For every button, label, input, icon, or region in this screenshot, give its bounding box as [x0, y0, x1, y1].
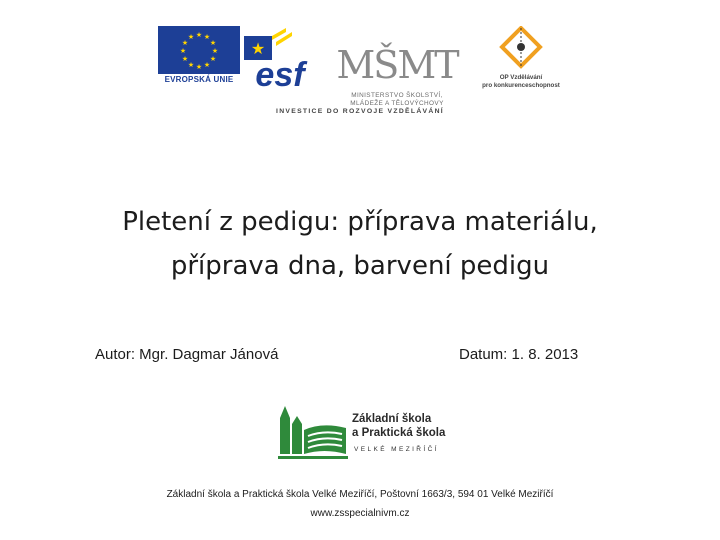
eu-flag — [158, 26, 240, 74]
op-emblem-icon — [480, 26, 562, 72]
svg-text:★: ★ — [211, 47, 219, 55]
school-logo — [276, 400, 446, 462]
author-label: Autor: Mgr. Dagmar Jánová — [95, 346, 279, 363]
school-name-line1: Základní škola — [352, 413, 432, 425]
svg-text:★: ★ — [250, 39, 266, 58]
svg-text:★: ★ — [195, 31, 203, 39]
banner-subtitle: INVESTICE DO ROZVOJE VZDĚLÁVÁNÍ — [276, 108, 444, 115]
msmt-text: MŠMT — [336, 43, 458, 87]
msmt-logo — [322, 22, 472, 110]
school-name-line2: a Praktická škola — [352, 427, 446, 439]
svg-text:★: ★ — [187, 33, 195, 41]
svg-text:★: ★ — [203, 33, 211, 41]
footer-website: www.zsspecialnivm.cz — [310, 508, 410, 519]
logo-banner — [150, 20, 570, 120]
msmt-caption — [322, 92, 472, 108]
esf-text: esf — [255, 56, 305, 90]
date-label: Datum: 1. 8. 2013 — [459, 346, 579, 363]
footer — [60, 485, 660, 523]
svg-text:★: ★ — [209, 39, 217, 47]
title-line-2: příprava dna, barvení pedigu — [170, 251, 550, 281]
svg-text:★: ★ — [187, 61, 195, 69]
op-caption — [480, 74, 562, 89]
eu-caption: EVROPSKÁ UNIE — [164, 75, 234, 84]
svg-text:★: ★ — [179, 47, 187, 55]
title-line-1: Pletení z pedigu: příprava materiálu, — [122, 207, 598, 237]
svg-text:★: ★ — [195, 63, 203, 71]
slide-title — [40, 200, 680, 288]
op-logo — [480, 26, 562, 102]
msmt-monogram — [322, 22, 472, 90]
svg-text:★: ★ — [203, 61, 211, 69]
msmt-caption-line2: MLÁDEŽE A TĚLOVÝCHOVY — [350, 100, 444, 107]
school-city: VELKÉ MEZIŘÍČÍ — [354, 446, 439, 453]
op-caption-line1: OP Vzdělávání — [499, 74, 543, 81]
eu-logo — [158, 26, 240, 86]
svg-text:★: ★ — [181, 39, 189, 47]
esf-logo-graphic — [242, 26, 316, 90]
op-caption-line2: pro konkurenceschopnost — [482, 81, 560, 89]
eu-stars-icon — [158, 26, 240, 74]
footer-address: Základní škola a Praktická škola Velké Meziříčí, Poštovní 1663/3, 594 01 Velké Meziříčí — [166, 489, 554, 500]
msmt-caption-line1: MINISTERSTVO ŠKOLSTVÍ, — [351, 92, 443, 99]
school-name — [352, 412, 445, 440]
svg-text:★: ★ — [209, 55, 217, 63]
esf-logo — [242, 26, 316, 90]
school-emblem-icon — [276, 400, 352, 462]
svg-text:★: ★ — [181, 55, 189, 63]
